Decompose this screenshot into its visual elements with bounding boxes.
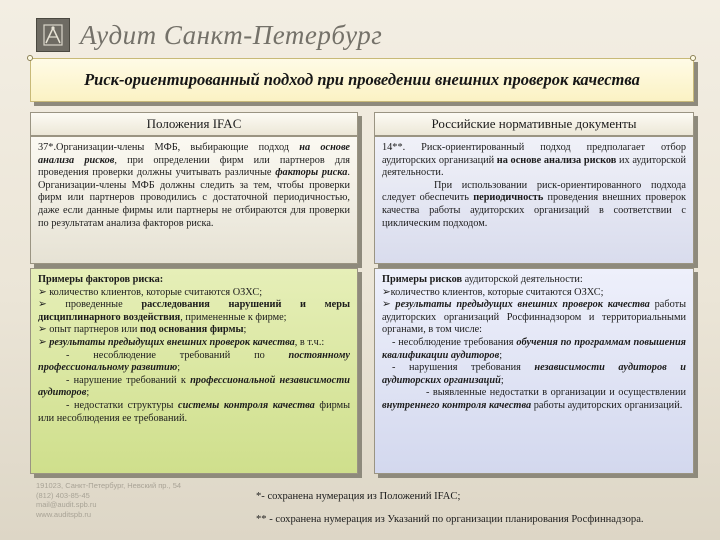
phone-line: (812) 403-85-45 [36, 490, 90, 500]
sub-list-item: - нарушение требований к профессиональной независимости аудиторов; [38, 374, 350, 399]
ifac-provision-panel [30, 136, 358, 264]
slide-title: Риск-ориентированный подход при проведении внешних проверок качества [30, 58, 694, 102]
russian-regulation-text-1: 14**. Риск-ориентированный подход предполагает отбор аудиторских организаций на основе анализа рисков их аудиторской деятельности. [382, 142, 686, 179]
company-address [36, 481, 181, 519]
list-item: ➢ проведенные расследования нарушений и меры дисциплинарного воздействия, примененные к фирме; [38, 299, 351, 323]
sub-list-item: - несоблюдение требования обучения по программам повышения квалификации аудиторов; [382, 336, 686, 361]
sub-list-item: - недостатки структуры системы контроля качества фирмы или несоблюдения ее требований. [38, 399, 351, 424]
risk-examples-intro: Примеры рисков аудиторской деятельности: [382, 274, 583, 285]
list-item: ➢ результаты предыдущих внешних проверок качества работы аудиторских организаций Росфиннадзором и территориальными органами, в том числе: [382, 299, 686, 336]
sub-list-item: - нарушения требования независимости аудиторов и аудиторских организаций; [382, 362, 686, 386]
email-line: mail@audit.spb.ru [36, 500, 97, 510]
list-item: ➢ опыт партнеров или под основания фирмы; [38, 324, 247, 336]
banner-scroll-curl [27, 55, 33, 61]
left-column-header [30, 112, 358, 136]
risk-factors-intro: Примеры факторов риска: [38, 274, 164, 285]
list-item: ➢ результаты предыдущих внешних проверок качества, в т.ч.: [38, 336, 325, 348]
banner-scroll-curl [690, 55, 696, 61]
russian-risk-examples-panel [374, 268, 694, 474]
brand-name: Аудит Санкт-Петербург [80, 20, 383, 50]
sub-list-item: - выявленные недостатки в организации и осуществлении внутреннего контроля качества работы аудиторских организаций. [382, 387, 686, 411]
left-column-heading: Положения IFAC [146, 115, 242, 131]
ifac-risk-factors-panel [30, 268, 358, 474]
russian-regulation-text-2: При использовании риск-ориентированного подхода следует обеспечить периодичность проведения внешних проверок качества работы аудиторских организаций в соответствии с циклическим подходом. [382, 179, 686, 229]
russian-regulation-panel [374, 136, 694, 264]
company-logo-icon [36, 18, 70, 52]
list-item: ➢ количество клиентов, которые считаются ОЗХС; [38, 286, 263, 298]
right-column-heading: Российские нормативные документы [431, 115, 637, 131]
sub-list-item: - несоблюдение требований по постоянному профессиональному развитию; [38, 349, 350, 374]
footnote-ifac: *- сохранена нумерация из Положений IFAC; [256, 491, 461, 502]
footnote-rosfinnadzor: ** - сохранена нумерация из Указаний по организации планирования Росфиннадзора. [256, 514, 644, 525]
ifac-provision-text: 37*.Организации-члены МФБ, выбирающие подход на основе анализа рисков, при определении фирм или партнеров для проведения проверки должны учитывать различные факторы риска. Организации-члены МФБ должны следить за тем, чтобы проверки фирм или партнеров проводились с достаточной периодичностью, даже если данные фирмы или партнеры не отбираются для проверки по результатам анализа факторов риска. [38, 142, 350, 229]
list-item: ➢количество клиентов, которые считаются ОЗХС; [382, 286, 604, 298]
address-line: 191023, Санкт-Петербург, Невский пр., 54 [36, 481, 182, 490]
right-column-header [374, 112, 694, 136]
website-line: www.auditspb.ru [36, 509, 92, 519]
